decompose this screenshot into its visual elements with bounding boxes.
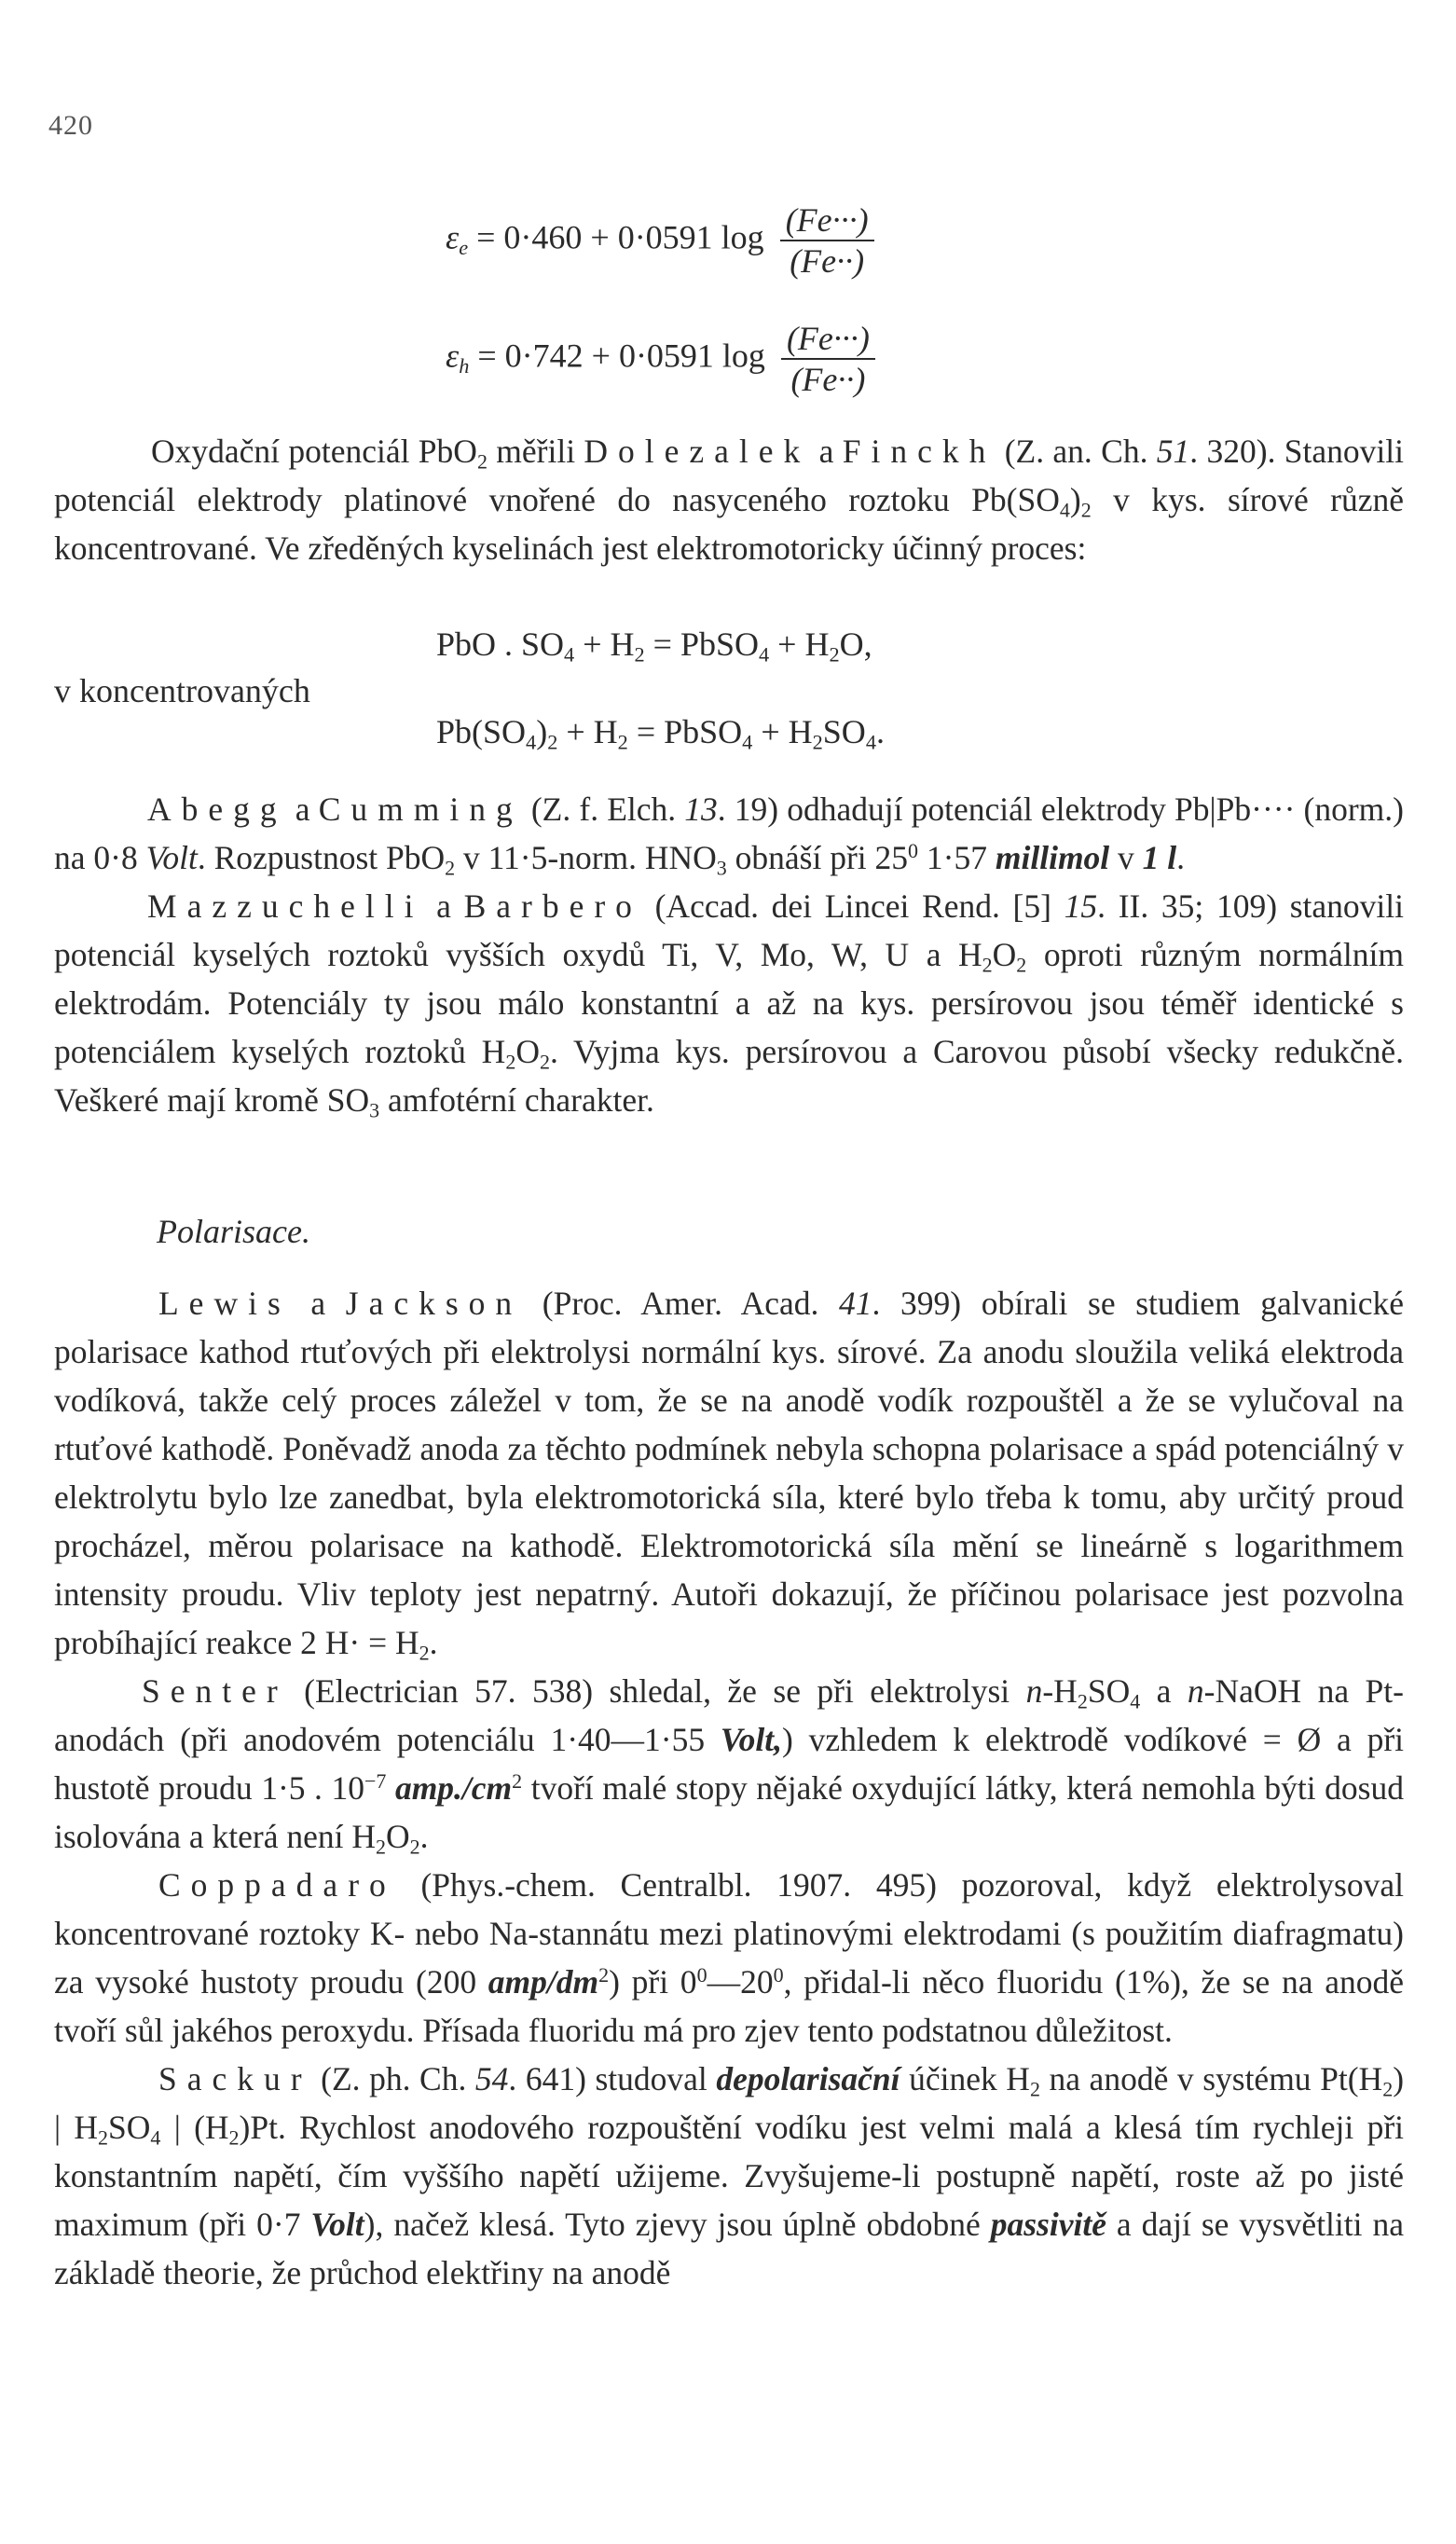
concentrated-label: v koncentrovaných xyxy=(54,672,310,709)
author-name: Abegg xyxy=(147,791,287,828)
paragraph-oxidation-potential: Oxydační potenciál PbO$_2$ měřili Dolezalek a Finckh (Z. an. Ch. 51. 320). Stanovili potenciál elektrody platinové vnořené do nasyceného roztoku $Pb(SO_4)_2$ v kys. sírové různě koncentrované. Ve zředěných kyselinách jest elektromotoricky účinný proces: xyxy=(54,433,1404,567)
equation-epsilon-h: $\varepsilon_h = 0\cdot 742 + 0\cdot 0591$ log $\frac{(Fe\cdot\cdot\cdot)}{(Fe\cdot\cdot)}$ xyxy=(446,319,875,399)
equation-rhs: = 0·742 + 0·0591 log xyxy=(477,337,765,375)
fraction xyxy=(780,200,874,281)
author-name: Coppadaro xyxy=(158,1866,396,1904)
text-block-polarisation xyxy=(54,1279,1404,2297)
paragraph-mazzuchelli-barbero: Mazzuchelli a Barbero (Accad. dei Lincei Rend. [5] 15. II. 35; 109) stanovili potenciál kyselých roztoků vyšších oxydů Ti, V, Mo, W, U a $H_2O_2$ oproti různým normálním elektrodám. Potenciály ty jsou málo konstantní a až na kys. persírovou jsou téměř identické s potenciálem kyselých roztoků $H_2O_2$. Vyjma kys. persírovou a Carovou působí všecky redukčně. Veškeré mají kromě $SO_3$ amfotérní charakter. xyxy=(54,887,1404,1122)
paragraph-senter: Senter (Electrician 57. 538) shledal, že se při elektrolysi $n-H_2SO_4$ a n-NaOH na Pt-anodách (při anodovém potenciálu 1·40—1·55 Volt,) vzhledem k elektrodě vodíkové = Ø a při hustotě proudu 1·5 . $10^{-7}$ $amp./cm^2$ tvoří malé stopy nějaké oxydující látky, která nemohla býti dosud isolována a která není $H_2O_2$. xyxy=(54,1672,1405,1859)
section-heading: Polarisace. xyxy=(157,1213,310,1250)
author-name: Senter xyxy=(142,1672,288,1710)
author-name: Lewis xyxy=(158,1285,291,1322)
reaction-dilute: PbO . $SO_4 + H_2$ = PbSO$_4$ + $H_2O$, xyxy=(436,626,872,667)
paragraph-lewis-jackson: Lewis a Jackson (Proc. Amer. Acad. 41. 399) obírali se studiem galvanické polarisace kathod rtuťových při elektrolysi normální kys. sírové. Za anodu sloužila veliká elektroda vodíková, takže celý proces záležel v tom, že se na anodě vodík rozpouštěl a že se vylučoval na rtuťové kathodě. Poněvadž anoda za těchto podmínek nebyla schopna polarisace a spád potenciálný v elektrolytu bylo lze zanedbat, byla elektromotorická síla, které bylo třeba k tomu, aby určitý proud procházel, měrou polarisace na kathodě. Elektromotorická síla mění se lineárně s logarithmem intensity proudu. Vliv teploty jest nepatrný. Autoři dokazují, že příčinou polarisace jest pozvolna probíhající reakce 2 $H\cdot = H_2$. xyxy=(54,1285,1404,1665)
author-name: Finckh xyxy=(842,433,996,470)
author-name: Sackur xyxy=(158,2060,312,2097)
page-number: 420 xyxy=(48,110,93,141)
fraction-denominator: (Fe··) xyxy=(780,240,874,281)
epsilon-symbol: ε xyxy=(446,218,460,256)
paragraph-coppadaro: Coppadaro (Phys.-chem. Centralbl. 1907. 495) pozoroval, když elektrolysoval koncentrované roztoky K- nebo Na-stannátu mezi platinovými elektrodami (s použitím diafragmatu) za vysoké hustoty proudu (200 amp/$dm^2$) při $0^0—20^0$, přidal-li něco fluoridu (1%), že se na anodě tvoří sůl jakéhos peroxydu. Přísada fluoridu má pro zjev tento podstatnou důležitost. xyxy=(54,1866,1404,2049)
text-block-potentials xyxy=(54,785,1404,1124)
equation-epsilon-e: $\varepsilon_e = 0\cdot 460 + 0\cdot 0591$ log $\frac{(Fe\cdot\cdot\cdot)}{(Fe\cdot\cdot)}$ xyxy=(446,200,874,281)
epsilon-symbol: ε xyxy=(446,337,460,375)
reaction-concentrated: $Pb(SO_4)_2 + H_2$ = PbSO$_4$ + $H_2SO_4$. xyxy=(436,713,885,754)
fraction-numerator: (Fe···) xyxy=(786,320,870,357)
fraction-numerator: (Fe···) xyxy=(785,201,869,239)
paragraph-sackur: Sackur (Z. ph. Ch. 54. 641) studoval depolarisační účinek $H_2$ na anodě v systému $Pt(H_2)$ | $H_2SO_4$ | $(H_2)Pt$. Rychlost anodového rozpouštění vodíku jest velmi malá a klesá tím rychleji při konstantním napětí, čím vyššího napětí užijeme. Zvyšujeme-li postupně napětí, roste až po jisté maximum (při 0·7 Volt), načež klesá. Tyto zjevy jsou úplně obdobné passivitě a dají se vysvětliti na základě theorie, že průchod elektřiny na anodě xyxy=(54,2060,1405,2291)
paragraph-abegg-cumming: Abegg a Cumming (Z. f. Elch. 13. 19) odhadují potenciál elektrody Pb|Pb···· (norm.) na 0·8 Volt. Rozpustnost PbO$_2$ v 11·5-norm. $HNO_3$ obnáší při $25^0$ 1·57 millimol v 1 l. xyxy=(54,791,1404,880)
fraction-denominator: (Fe··) xyxy=(781,358,875,399)
volume-number: 51 xyxy=(1156,433,1190,470)
author-name: Jackson xyxy=(345,1285,523,1322)
author-name: Mazzuchelli xyxy=(147,887,424,925)
author-name: Dolezalek xyxy=(584,433,811,470)
fraction xyxy=(781,319,875,399)
author-name: Barbero xyxy=(463,887,642,925)
equation-rhs: = 0·460 + 0·0591 log xyxy=(476,218,764,256)
author-name: Cumming xyxy=(318,791,523,828)
